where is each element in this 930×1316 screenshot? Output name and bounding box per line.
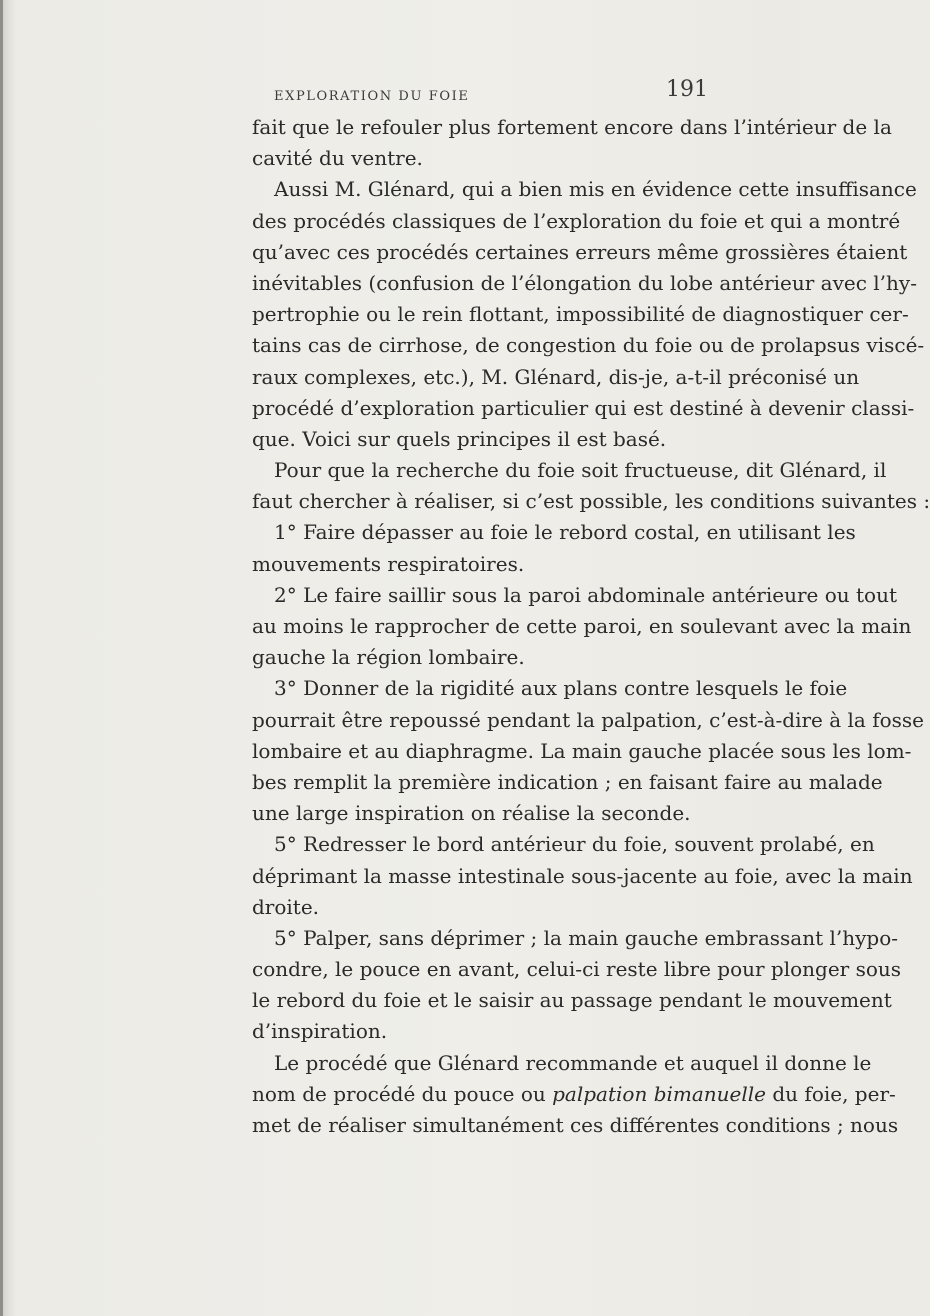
page-number: 191 [666,77,708,102]
text-line: d’inspiration. [252,1019,388,1044]
text-line: nom de procédé du pouce ou palpation bimanuelle du foie, per- [252,1081,896,1106]
page-header [0,77,800,107]
text-line: 1° Faire dépasser au foie le rebord costal, en utilisant les [274,520,856,545]
text-line: qu’avec ces procédés certaines erreurs même grossières étaient [252,239,908,264]
text-line: déprimant la masse intestinale sous-jacente au foie, avec la main [252,863,913,888]
text-line: une large inspiration on réalise la seconde. [252,801,691,826]
text-line: lombaire et au diaphragme. La main gauche placée sous les lom- [252,738,912,763]
text-line: raux complexes, etc.), M. Glénard, dis-je, a-t-il préconisé un [252,364,860,389]
text-line: le rebord du foie et le saisir au passage pendant le mouvement [252,988,892,1013]
text-line: mouvements respiratoires. [252,551,525,576]
text-line: tains cas de cirrhose, de congestion du foie ou de prolapsus viscé- [252,333,925,358]
text-line: au moins le rapprocher de cette paroi, en soulevant avec la main [252,614,912,638]
text-line: 5° Palper, sans déprimer ; la main gauche embrassant l’hypo- [274,925,899,950]
text-line: Aussi M. Glénard, qui a bien mis en évidence cette insuffisance [274,177,917,202]
text-line: bes remplit la première indication ; en faisant faire au malade [252,769,883,794]
text-line: met de réaliser simultanément ces différentes conditions ; nous [252,1113,899,1137]
text-line: pertrophie ou le rein flottant, impossibilité de diagnostiquer cer- [252,302,909,327]
text-line: gauche la région lombaire. [252,645,525,670]
text-line: pourrait être repoussé pendant la palpation, c’est-à-dire à la fosse [252,707,925,732]
text-line: droite. [252,894,320,919]
text-line: faut chercher à réaliser, si c’est possible, les conditions suivantes : [252,489,930,514]
text-line: cavité du ventre. [252,146,423,171]
text-line: des procédés classiques de l’exploration du foie et qui a montré [252,208,901,233]
text-line: 3° Donner de la rigidité aux plans contre lesquels le foie [274,676,848,701]
text-line: Pour que la recherche du foie soit fructueuse, dit Glénard, il [274,458,887,483]
text-line: que. Voici sur quels principes il est basé. [252,426,667,451]
text-line: condre, le pouce en avant, celui-ci reste libre pour plonger sous [252,957,902,982]
page-spine-shadow [0,0,3,1316]
text-line: 2° Le faire saillir sous la paroi abdominale antérieure ou tout [274,582,897,607]
text-line: fait que le refouler plus fortement encore dans l’intérieur de la [252,115,892,139]
text-line: Le procédé que Glénard recommande et auquel il donne le [274,1050,872,1075]
text-line: procédé d’exploration particulier qui est destiné à devenir classi- [252,395,915,420]
text-line: 5° Redresser le bord antérieur du foie, souvent prolabé, en [274,832,875,857]
running-title: EXPLORATION DU FOIE [274,89,470,104]
body-text [252,112,930,1141]
text-line: inévitables (confusion de l’élongation du lobe antérieur avec l’hy- [252,270,917,295]
